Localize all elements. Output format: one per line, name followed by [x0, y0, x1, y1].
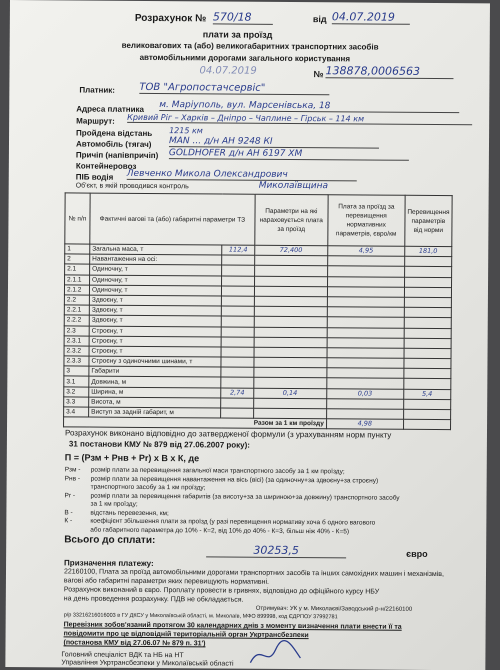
row-parameter: Навантаження на осі:: [90, 254, 222, 265]
calc-label: Розрахунок №: [134, 12, 207, 25]
row-actual-value: [222, 276, 255, 286]
row-charged-value: 72,400: [255, 245, 328, 256]
row-excess-value: 5,4: [404, 389, 451, 400]
row-excess-value: [404, 379, 451, 390]
vehicle-value: MAN ... д/н АН 9248 КІ: [169, 136, 379, 148]
legend-key: Рнв -: [64, 474, 81, 483]
date-prefix: від: [312, 14, 327, 25]
row-excess-value: [403, 409, 450, 420]
legend-text: або габаритного параметра до 10% - К=2, від 10% до 40% - К=3, більш ніж 40% - К=5): [90, 526, 350, 535]
address-value: м. Маріуполь, вул. Марсенівська, 18: [159, 100, 459, 113]
address-label: Адреса платника: [76, 104, 145, 114]
legend-key: Pr -: [64, 491, 76, 499]
total-label: Разом за 1 км проїзду: [64, 417, 327, 429]
driver-value: Левченко Микола Олександрович: [127, 169, 357, 182]
route-value: Кривий Ріг – Харків – Дніпро – Чаплине – Гірськ – 114 км: [127, 113, 472, 125]
row-excess-value: [404, 369, 451, 380]
row-number: 3.4: [64, 407, 89, 417]
row-rate-value: [327, 317, 404, 328]
permit-date: 04.07.2019: [199, 65, 257, 77]
col-no: № п/п: [65, 193, 90, 244]
row-charged-value: 0,14: [254, 388, 327, 399]
row-number: 2.1.2: [64, 285, 89, 295]
row-excess-value: [404, 328, 451, 339]
warning-1: Перевізник зобов'язаний протягом 30 календарних днів з моменту визначення плати внести її та: [63, 621, 402, 631]
row-number: 3.2: [64, 387, 89, 397]
row-excess-value: [404, 358, 451, 369]
row-number: 2: [65, 254, 90, 264]
total-value: 4,98: [326, 419, 403, 430]
formula-equation: П = (Рзм + Рнв + Pr) x В x К, де: [64, 452, 200, 464]
row-actual-value: [221, 377, 254, 387]
row-actual-value: [222, 265, 255, 275]
container-label: Контейнеровоз: [75, 161, 137, 171]
row-number: 3.3: [64, 397, 89, 407]
post-label: Об'єкт, в якій проводився контроль: [75, 182, 189, 191]
row-parameter: Здвоєну, т: [89, 305, 221, 316]
row-rate-value: [327, 276, 404, 287]
row-rate-value: [326, 399, 403, 410]
col-excess: Перевищення параметрів від норми: [405, 195, 453, 246]
row-actual-value: [221, 408, 254, 418]
calculation-table: [63, 192, 453, 430]
row-actual-value: [222, 296, 255, 306]
row-number: 2.3.3: [64, 356, 89, 366]
row-excess-value: [404, 348, 451, 359]
row-parameter: Одиночну, т: [90, 264, 222, 275]
row-rate-value: [327, 368, 404, 379]
recipient: Отримувач: УК у м. Миколаєві/Заводський р-н/22160100: [255, 605, 413, 613]
legend-text: розмір плати за перевищення навантаження на вісь (вісі) (за одиночну+за здвоєну+за строєну): [90, 475, 379, 485]
row-rate-value: [327, 327, 404, 338]
row-charged-value: [253, 398, 326, 409]
currency: євро: [406, 548, 428, 559]
row-parameter: Габарити: [89, 366, 221, 377]
col-charged: Параметри на які нараховується плата за проїзд: [255, 194, 328, 246]
note-2: на день проведення розрахунку. ПДВ не обкладається.: [63, 595, 244, 604]
col-param: Фактичні вагові та (або) габаритні параметри ТЗ: [90, 193, 255, 245]
row-number: 1: [65, 244, 90, 254]
row-rate-value: [327, 348, 404, 359]
row-rate-value: [327, 256, 404, 267]
row-number: 2.1.1: [65, 274, 90, 284]
row-parameter: Довжина, м: [89, 376, 221, 387]
row-parameter: Ширина, м: [89, 387, 221, 398]
row-rate-value: [327, 358, 404, 369]
row-rate-value: 4,95: [328, 246, 405, 257]
row-excess-value: [403, 399, 450, 410]
row-charged-value: [254, 276, 327, 287]
permit-label: №: [313, 69, 324, 80]
row-parameter: Здвоєну, т: [89, 295, 221, 306]
signature: [245, 638, 305, 668]
row-charged-value: [254, 317, 327, 328]
row-actual-value: 2,74: [221, 388, 254, 398]
title-line-3: автомобільними дорогами загального користування: [139, 52, 351, 64]
row-charged-value: [254, 367, 327, 378]
row-actual-value: [221, 357, 254, 367]
legend-key: К -: [64, 517, 73, 525]
formula-intro: Розрахунок виконано відповідно до затвердженої формули (з урахуванням норм пункту: [64, 428, 392, 440]
legend-text: відстань перевезення, км;: [90, 509, 169, 517]
legend-text: коефіцієнт збільшення плати за проїзд (у разі перевищення нормативу хоча б одного вагового: [90, 517, 376, 527]
row-excess-value: [404, 307, 451, 318]
row-actual-value: [222, 255, 255, 265]
row-rate-value: [327, 378, 404, 389]
distance-label: Пройдена відстань: [76, 128, 153, 138]
row-rate-value: [327, 266, 404, 277]
row-charged-value: [254, 286, 327, 297]
payer-value: ТОВ "Агропостачсервіс": [139, 82, 329, 95]
document-sheet: [5, 0, 490, 670]
warning-3: (постанова КМУ від 27.06.07 № 879 п. 31'): [63, 639, 206, 648]
row-actual-value: [221, 316, 254, 326]
row-charged-value: [254, 337, 327, 348]
row-actual-value: [221, 326, 254, 336]
row-excess-value: [404, 297, 451, 308]
row-rate-value: [326, 409, 403, 420]
warning-2: повідомити про це відповідній територіальній орган Укртрансбезпеки: [63, 630, 309, 640]
footer-line-2: Управління Укртрансбезпеки у Миколаївській області: [61, 659, 234, 668]
row-charged-value: [254, 347, 327, 358]
row-charged-value: [254, 327, 327, 338]
distance-value: 1215 км: [169, 126, 203, 136]
calc-date: 04.07.2019: [332, 10, 410, 25]
row-charged-value: [254, 266, 327, 277]
row-parameter: Виступ за задній габарит, м: [89, 407, 221, 418]
row-excess-value: [404, 256, 451, 267]
row-number: 2.3: [64, 325, 89, 335]
row-charged-value: [254, 378, 327, 389]
row-charged-value: [253, 408, 326, 419]
title-line-1: плати за проїзд: [202, 29, 273, 40]
row-actual-value: [221, 337, 254, 347]
row-parameter: Висота, м: [89, 397, 221, 408]
formula-intro-2: 31 постанови КМУ № 879 від 27.06.2007 року):: [68, 439, 250, 450]
row-charged-value: [254, 255, 327, 266]
row-excess-value: [404, 277, 451, 288]
row-parameter: Строєну, т: [89, 346, 221, 357]
row-charged-value: [254, 306, 327, 317]
driver-label: ПІБ водія: [75, 172, 114, 182]
total-due-value: 30253,5: [206, 543, 346, 558]
row-excess-value: [404, 338, 451, 349]
row-actual-value: 112,4: [222, 245, 255, 255]
vehicle-label: Автомобіль (тягач): [75, 139, 152, 149]
purpose-label: Призначення платежу:: [64, 558, 154, 569]
row-charged-value: [254, 357, 327, 368]
row-actual-value: [221, 398, 254, 408]
row-parameter: Здвоєну, т: [89, 315, 221, 326]
account: р/р 33216216016003 в ГУ ДКСУ у Миколаївській області, м. Миколаїв, МФО 899998, код ЄДРПОУ 37992781: [63, 612, 338, 621]
permit-number: 138878,0006563: [325, 64, 453, 79]
trailer-value: GOLDHOFER д/н АН 6197 ХМ: [169, 148, 409, 161]
row-charged-value: [254, 296, 327, 307]
row-number: 2.3.2: [64, 346, 89, 356]
row-parameter: Одиночну, т: [90, 275, 222, 286]
legend-text: за 1 км проїзду;: [90, 500, 138, 508]
row-rate-value: 0,03: [327, 388, 404, 399]
col-rate: Плата за проїзд за перевищення нормативних параметрів, євро/км: [328, 195, 405, 247]
row-parameter: Строєну, т: [89, 326, 221, 337]
row-number: 2.2: [64, 295, 89, 305]
row-parameter: Одиночну, т: [89, 285, 221, 296]
total-due-label: Всього до сплати:: [64, 534, 156, 547]
row-rate-value: [327, 307, 404, 318]
row-actual-value: [222, 286, 255, 296]
purpose-text: 22160100, Плата за проїзд автомобільними дорогами транспортних засобів та інших самохідних машин і механізмів, вагові або габаритні параметри яких перевищують нормативні.: [63, 568, 445, 586]
row-excess-value: [404, 318, 451, 329]
legend-text: транспортного засобу за 1 км проїзду;: [90, 483, 206, 492]
legend-key: Рзм -: [64, 466, 81, 474]
row-excess-value: 181,0: [405, 246, 452, 257]
row-rate-value: [327, 297, 404, 308]
row-actual-value: [221, 367, 254, 377]
row-parameter: Строєну, т: [89, 336, 221, 347]
title-line-2: великовагових та (або) великогабаритних транспортних засобів: [121, 40, 379, 52]
row-actual-value: [221, 347, 254, 357]
post-value: Миколаївщина: [258, 180, 329, 192]
legend-key: В -: [64, 508, 73, 516]
trailer-label: Причіп (напівпричіп): [75, 150, 159, 161]
row-excess-value: [404, 267, 451, 278]
row-parameter: Загальна маса, т: [90, 244, 222, 255]
route-label: Маршрут:: [76, 116, 115, 126]
row-rate-value: [327, 286, 404, 297]
row-rate-value: [327, 337, 404, 348]
legend-text: розмір плати за перевищення загальної маси транспортного засобу за 1 км проїзду;: [90, 466, 345, 476]
row-number: 2.2.2: [64, 315, 89, 325]
legend-text: розмір плати за перевищення габаритів (за висоту+за за шириною+за довжину) транспортного засобу: [90, 492, 400, 502]
payer-label: Платник:: [79, 85, 116, 95]
row-actual-value: [221, 306, 254, 316]
row-number: 3: [64, 366, 89, 376]
footer-line-1: Головний спеціаліст ВДК та НБ на НТ: [61, 651, 184, 660]
row-number: 3.1: [64, 376, 89, 386]
note-1: Розрахунок виконаний в євро. Проплату провести в гривнях, відповідно до офіційного курсу НБУ: [63, 586, 380, 596]
row-number: 2.1: [65, 264, 90, 274]
row-parameter: Строєну з одиночними шинами, т: [89, 356, 221, 367]
row-number: 2.3.1: [64, 336, 89, 346]
calc-number: 570/18: [213, 10, 273, 24]
row-number: 2.2.1: [64, 305, 89, 315]
row-excess-value: [404, 287, 451, 298]
